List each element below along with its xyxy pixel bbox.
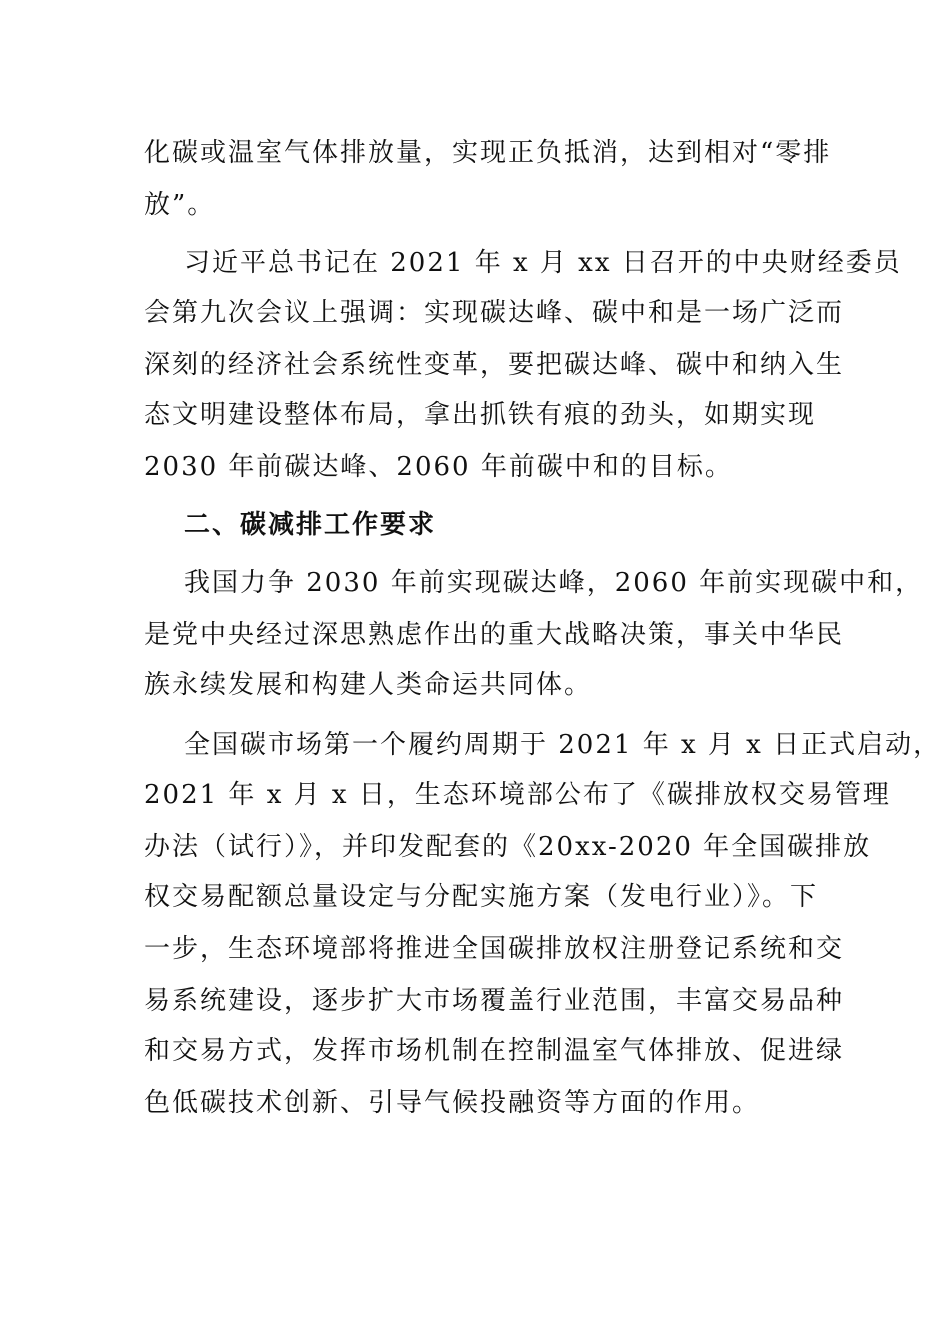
paragraph-line: 和交易方式，发挥市场机制在控制温室气体排放、促进绿: [144, 1036, 845, 1066]
paragraph-line: 全国碳市场第一个履约周期于 2021 年 x 月 x 日正式启动，: [184, 730, 942, 760]
paragraph-line: 会第九次会议上强调：实现碳达峰、碳中和是一场广泛而: [144, 298, 845, 328]
paragraph-line: 深刻的经济社会系统性变革，要把碳达峰、碳中和纳入生: [144, 350, 845, 380]
paragraph-line: 放”。: [144, 190, 216, 220]
paragraph-line: 2021 年 x 月 x 日，生态环境部公布了《碳排放权交易管理: [144, 780, 891, 810]
paragraph-line: 习近平总书记在 2021 年 x 月 xx 日召开的中央财经委员: [184, 248, 902, 278]
paragraph-line: 化碳或温室气体排放量，实现正负抵消，达到相对“零排: [144, 138, 832, 168]
paragraph-line: 态文明建设整体布局，拿出抓铁有痕的劲头，如期实现: [144, 400, 817, 430]
paragraph-line: 一步，生态环境部将推进全国碳排放权注册登记系统和交: [144, 934, 845, 964]
paragraph-line: 族永续发展和构建人类命运共同体。: [144, 670, 593, 700]
paragraph-line: 色低碳技术创新、引导气候投融资等方面的作用。: [144, 1088, 761, 1118]
paragraph-line: 办法（试行）》，并印发配套的《20xx-2020 年全国碳排放: [144, 832, 872, 862]
paragraph-line: 权交易配额总量设定与分配实施方案（发电行业）》。下: [144, 882, 819, 912]
paragraph-line: 易系统建设，逐步扩大市场覆盖行业范围，丰富交易品种: [144, 986, 845, 1016]
paragraph-line: 我国力争 2030 年前实现碳达峰，2060 年前实现碳中和，: [184, 568, 924, 598]
paragraph-line: 2030 年前碳达峰、2060 年前碳中和的目标。: [144, 452, 733, 482]
paragraph-line: 是党中央经过深思熟虑作出的重大战略决策，事关中华民: [144, 620, 845, 650]
section-heading: 二、碳减排工作要求: [184, 510, 437, 540]
